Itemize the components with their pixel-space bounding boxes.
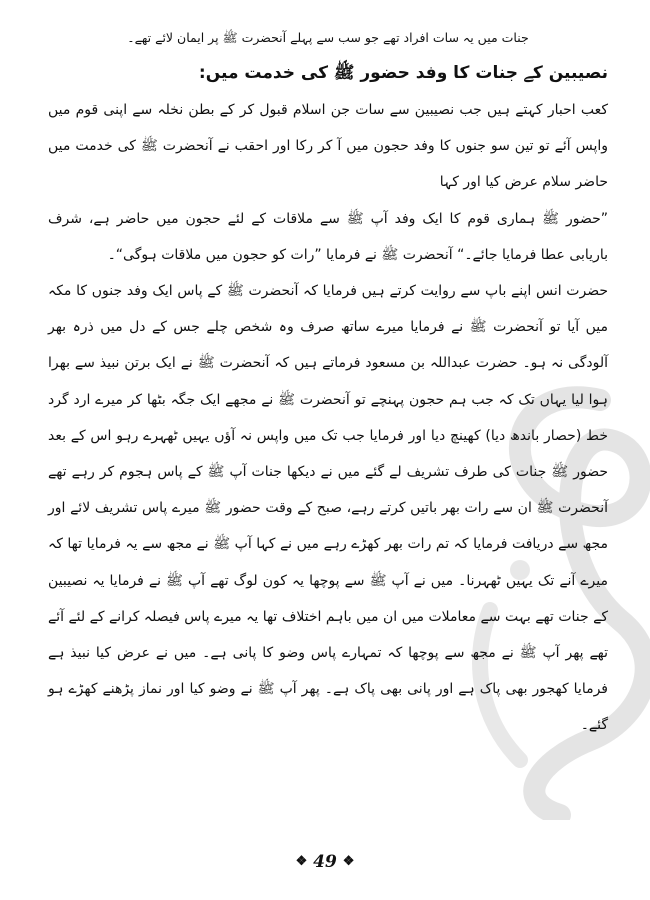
paragraph-1: کعب احبار کہتے ہیں جب نصیبین سے سات جن اسلام قبول کر کے بطن نخلہ سے اپنی قوم میں واپس آئے تو تین سو جنوں کا وفد حجون میں آ کر رکا اور احقب نے آنحضرت ﷺ کی خدمت میں حاضر سلام عرض کیا اور کہا [48,102,608,191]
intro-line: جنات میں یہ سات افراد تھے جو سب سے پہلے آنحضرت ﷺ پر ایمان لائے تھے۔ [127,30,529,45]
paragraph-3: حضرت انس اپنے باپ سے روایت کرتے ہیں فرمایا کہ آنحضرت ﷺ کے پاس ایک وفد جنوں کا مکہ میں آیا تو آنحضرت ﷺ نے فرمایا میرے ساتھ صرف وہ شخص چلے جس کے دل میں ذرہ بھر آلودگی نہ ہو۔ حضرت عبداللہ بن مسعود فرماتے ہیں کہ آنحضرت ﷺ نے ایک برتن نبیذ سے بھرا ہوا لیا یہاں تک کہ جب ہم حجون پہنچے تو آنحضرت ﷺ نے مجھے ایک جگہ بٹھا کر میرے ارد گرد خط (حصار باندھ دیا) کھینچ دیا اور فرمایا جب تک میں واپس نہ آؤں یہیں ٹھہرے رہو اس کے بعد حضور ﷺ جنات کی طرف تشریف لے گئے میں نے دیکھا جنات آپ ﷺ کے پاس ہجوم کر رہے تھے آنحضرت ﷺ ان سے رات بھر باتیں کرتے رہے، صبح کے وقت حضور ﷺ میرے پاس تشریف لائے اور مجھ سے دریافت فرمایا کہ تم رات بھر کھڑے رہے میں نے کہا آپ ﷺ نے مجھ سے یہ فرمایا تھا کہ میرے آنے تک یہیں ٹھہرنا۔ میں نے آپ ﷺ سے پوچھا یہ کون لوگ تھے آپ ﷺ نے فرمایا یہ نصیبین کے جنات تھے بہت سے معاملات میں ان میں باہم اختلاف تھا یہ میرے پاس فیصلہ کرانے کے لئے آئے تھے پھر آپ ﷺ نے مجھ سے پوچھا کہ تمہارے پاس وضو کا پانی ہے۔ میں نے عرض کیا نبیذ ہے فرمایا کھجور بھی پاک ہے اور پانی بھی پاک ہے۔ پھر آپ ﷺ نے وضو کیا اور نماز پڑھنے کھڑے ہو گئے۔ [48,283,608,734]
section-heading: نصیبین کے جنات کا وفد حضور ﷺ کی خدمت میں: [198,63,608,83]
ornament-right-icon: ❖ [342,854,355,869]
page-number: 49 [313,852,337,872]
page-number-footer [0,852,650,872]
paragraph-2: ”حضور ﷺ ہماری قوم کا ایک وفد آپ ﷺ سے ملاقات کے لئے حجون میں حاضر ہے، شرف باریابی عطا فرمایا جائے۔“ آنحضرت ﷺ نے فرمایا ”رات کو حجون میں ملاقات ہوگی“۔ [48,210,608,263]
page-content [48,28,608,744]
ornament-left-icon: ❖ [295,854,308,869]
